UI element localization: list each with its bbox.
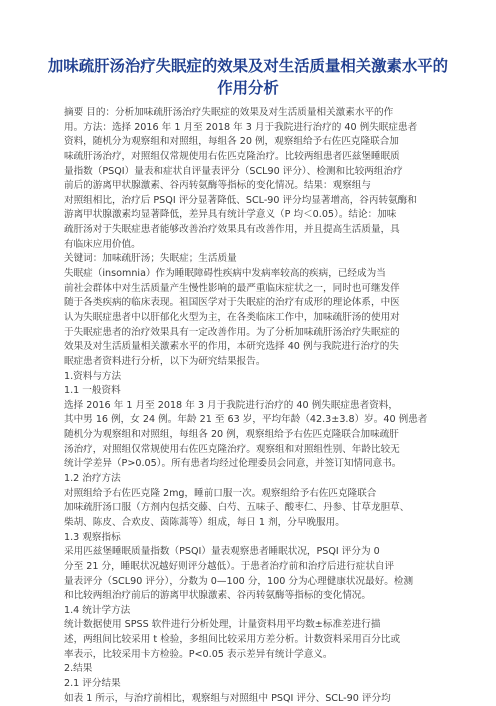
paragraph-line: 述，两组间比较采用 t 检验，多组间比较采用方差分析。计数资料采用百分比或 — [64, 634, 401, 646]
abstract-line: 有临床应用价值。 — [64, 238, 141, 250]
paragraph-line: 采用匹兹堡睡眠质量指数（PSQI）量表观察患者睡眠状况，PSQI 评分为 0 — [64, 546, 380, 558]
paragraph-line: 柴胡、陈皮、合欢皮、茵陈蒿等）组成，每日 1 剂，分早晚服用。 — [64, 516, 345, 528]
keywords-line: 关键词：加味疏肝汤；失眠症；生活质量 — [64, 253, 237, 265]
intro-line: 认为失眠症患者中以肝郁化火型为主，在各类临床工作中，加味疏肝汤的使用对 — [64, 311, 400, 323]
document-title-line-1: 加味疏肝汤治疗失眠症的效果及对生活质量相关激素水平的 — [47, 57, 449, 75]
intro-line: 失眠症（insomnia）作为睡眠障碍性疾病中发病率较高的疾病，已经成为当 — [64, 268, 386, 280]
paragraph-line: 汤治疗，对照组仅常规使用右佐匹克隆治疗。观察组和对照组性别、年龄比较无 — [64, 443, 400, 455]
abstract-line: 摘要 目的：分析加味疏肝汤治疗失眠症的效果及对生活质量相关激素水平的作 — [64, 107, 394, 118]
paragraph-line: 选择 2016 年 1 月至 2018 年 3 月于我院进行治疗的 40 例失眠症患者资料， — [64, 399, 398, 411]
abstract-line: 前后的游离甲状腺激素、谷丙转氨酶等指标的变化情况。结果：观察组与 — [64, 180, 371, 192]
intro-line: 效果及对生活质量相关激素水平的作用，本研究选择 40 例与我院进行治疗的失 — [64, 341, 399, 353]
paragraph-line: 分至 21 分，睡眠状况越好则评分越低）。于患者治疗前和治疗后进行症状自评 — [64, 560, 395, 572]
paragraph-line: 率表示，比较采用卡方检验。P<0.05 表示差异有统计学意义。 — [64, 648, 333, 660]
paragraph-line: 统计学差异（P>0.05）。所有患者均经过伦理委员会同意，并签订知情同意书。 — [64, 458, 402, 470]
paragraph-line: 随机分为观察组和对照组，每组各 20 例，观察组给予右佐匹克隆联合加味疏肝 — [64, 429, 399, 441]
paragraph-line: 加味疏肝汤口服（方剂内包括交藤、白芍、五味子、酸枣仁、丹参、甘草龙胆草、 — [64, 502, 410, 514]
abstract-line: 用。方法：选择 2016 年 1 月至 2018 年 3 月于我院进行治疗的 40 例失眠症患者 — [64, 121, 418, 133]
paragraph-line: 其中男 16 例，女 24 例。年龄 21 至 63 岁，平均年龄（42.3±3.8）岁。40 例患者 — [64, 414, 428, 426]
paragraph-line: 和比较两组治疗前后的游离甲状腺激素、谷丙转氨酶等指标的变化情况。 — [64, 590, 371, 602]
section-heading: 1.资料与方法 — [64, 370, 122, 382]
paragraph-line: 对照组给予右佐匹克隆 2mg，睡前口服一次。观察组给予右佐匹克隆联合 — [64, 487, 377, 499]
paragraph-line: 量表评分（SCL90 评分），分数为 0—100 分，100 分为心理健康状况最好。检测 — [64, 575, 414, 587]
abstract-line: 对照组相比，治疗后 PSQI 评分显著降低、SCL-90 评分均显著增高，谷丙转氨酶和 — [64, 194, 417, 206]
abstract-line: 资料，随机分为观察组和对照组，每组各 20 例，观察组给予右佐匹克隆联合加 — [64, 136, 399, 148]
intro-line: 于失眠症患者的治疗效果具有一定改善作用。为了分析加味疏肝汤治疗失眠症的 — [64, 326, 400, 338]
intro-line: 随于各类疾病的临床表现。祖国医学对于失眠症的治疗有成形的理论体系，中医 — [64, 297, 400, 309]
intro-line: 前社会群体中对生活质量产生慢性影响的最严重临床症状之一，同时也可继发伴 — [64, 282, 400, 294]
subsection-heading: 1.3 观察指标 — [64, 531, 121, 543]
subsection-heading: 1.1 一般资料 — [64, 385, 121, 397]
subsection-heading: 2.1 评分结果 — [64, 677, 121, 689]
document-body — [64, 106, 434, 706]
paragraph-line: 如表 1 所示，与治疗前相比，观察组与对照组中 PSQI 评分、SCL-90 评分均 — [64, 692, 391, 704]
abstract-line: 味疏肝汤治疗，对照组仅常规使用右佐匹克隆治疗。比较两组患者匹兹堡睡眠质 — [64, 150, 400, 162]
abstract-line: 游离甲状腺激素均显著降低，差异具有统计学意义（P 均＜0.05）。结论：加味 — [64, 209, 397, 221]
subsection-heading: 1.4 统计学方法 — [64, 604, 131, 616]
abstract-line: 量指数（PSQI）量表和症状自评量表评分（SCL90 评分）、检测和比较两组治疗 — [64, 165, 403, 177]
paragraph-line: 统计数据使用 SPSS 软件进行分析处理，计量资料用平均数±标准差进行描 — [64, 619, 381, 631]
section-heading: 2.结果 — [64, 663, 93, 675]
intro-line: 眠症患者资料进行分析，以下为研究结果报告。 — [64, 355, 266, 367]
subsection-heading: 1.2 治疗方法 — [64, 473, 121, 485]
abstract-line: 疏肝汤对于失眠症患者能够改善治疗效果具有改善作用，并且提高生活质量，具 — [64, 224, 400, 236]
document-title-line-2: 作用分析 — [217, 79, 279, 97]
